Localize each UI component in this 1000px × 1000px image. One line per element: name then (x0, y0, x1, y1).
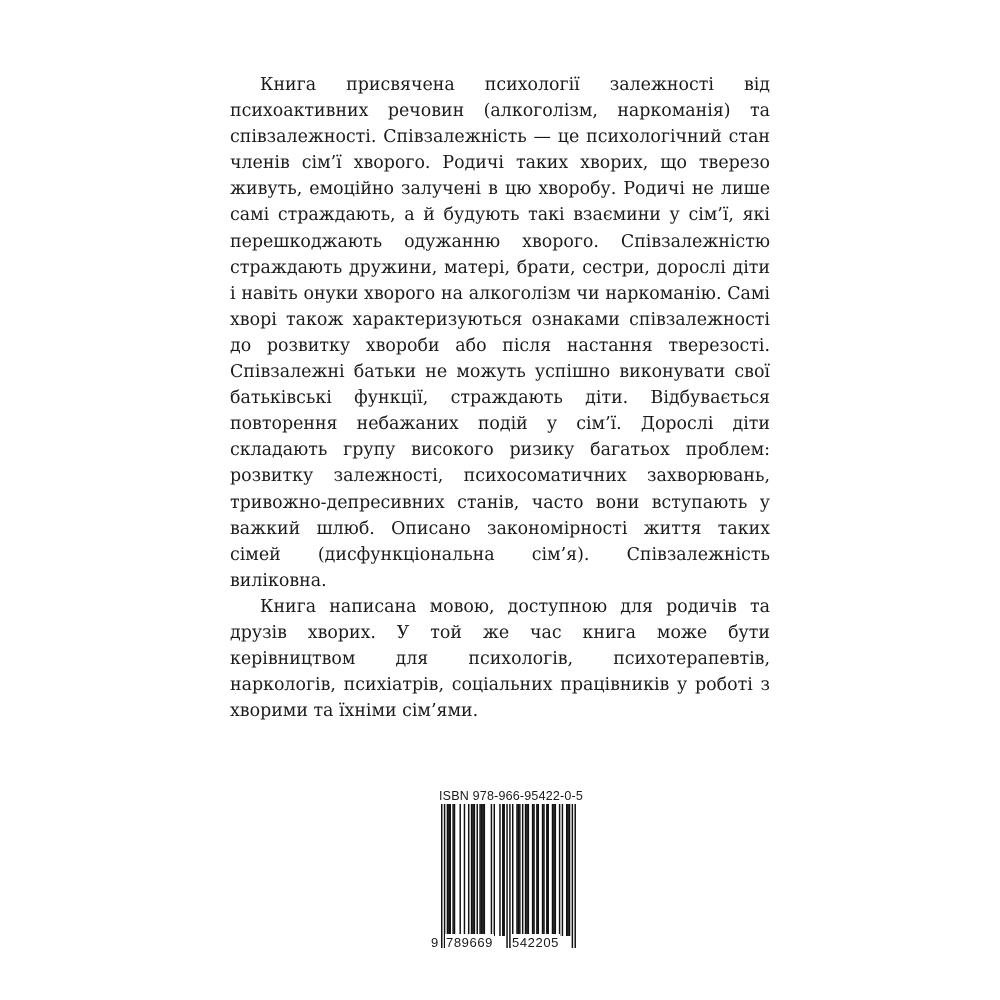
barcode-bar (441, 804, 442, 948)
barcode-bar (482, 804, 483, 936)
ean-right-digits: 542205 (512, 935, 559, 950)
barcode-bar (546, 804, 547, 936)
barcode-bar (569, 804, 570, 936)
annotation-text (230, 72, 770, 724)
barcode-bar (464, 804, 465, 936)
barcode-bar (559, 804, 560, 936)
barcode-bar (553, 804, 554, 936)
barcode-bar (516, 804, 517, 936)
barcode-bar (502, 804, 503, 936)
barcode-bar (448, 804, 449, 936)
barcode-bar (555, 804, 556, 936)
barcode-bar (506, 804, 507, 948)
isbn-barcode (431, 788, 584, 952)
isbn-label: ISBN 978-966-95422-0-5 (439, 789, 584, 803)
barcode-bar (538, 804, 539, 936)
barcode-bar (468, 804, 469, 936)
barcode-bar (454, 804, 455, 936)
barcode-bar (562, 804, 563, 936)
barcode-bar (525, 804, 526, 936)
barcode-bar (459, 804, 460, 936)
barcode-bar (503, 804, 504, 936)
barcode-bar (528, 804, 529, 936)
ean-digits (431, 934, 581, 952)
barcode-bar (471, 804, 472, 936)
barcode-bar (472, 804, 473, 936)
barcode-bar (536, 804, 537, 936)
barcode-bar (450, 804, 451, 936)
barcode-bar (574, 804, 575, 948)
barcode-bar (509, 804, 510, 948)
barcode-bar (481, 804, 482, 936)
barcode-bar (484, 804, 485, 936)
barcode-bars (431, 804, 581, 952)
barcode-bar (533, 804, 534, 936)
barcode-bar (572, 804, 573, 948)
barcode-bar (567, 804, 568, 936)
barcode-bar (444, 804, 445, 948)
annotation-paragraph-1: Книга присвячена психології залежності від психоактивних речовин (алкоголізм, наркоманія) та співзалежності. Співзалежність — це психологічний стан членів сім’ї хворого. Родичі таких хворих, що тверезо живуть, емоційно залучені в цю хворобу. Родичі не лише самі страждають, а й будують такі взаємини у сім’ї, які перешкоджають одужанню хворого. Співзалежністю страждають дружини, матері, брати, сестри, дорослі діти і навіть онуки хворого на алкоголізм чи наркоманію. Самі хворі також характеризуються ознаками співзалежності до розвитку хвороби або після настання тверезості. Співзалежні батьки не можуть успішно виконувати свої батьківські функції, страждають діти. Відбувається повторення небажаних подій у сім’ї. Дорослі діти складають групу високого ризику багатьох проблем: розвитку залежності, психосоматичних захворювань, тривожно-депресивних станів, часто вони вступають у важкий шлюб. Описано закономірності життя таких сімей (дисфункціональна сім’я). Співзалежність виліковна. (230, 75, 770, 591)
barcode-bar (447, 804, 448, 936)
barcode-bar (543, 804, 544, 936)
barcode-bar (452, 804, 453, 936)
barcode-bar (474, 804, 475, 936)
barcode-bar (526, 804, 527, 936)
barcode-bar (519, 804, 520, 936)
barcode-bar (532, 804, 533, 936)
barcode-bar (494, 804, 495, 936)
barcode-bar (542, 804, 543, 936)
barcode-bar (512, 804, 513, 936)
ean-left-digits: 789669 (446, 935, 493, 950)
barcode-bar (491, 804, 492, 936)
barcode-bar (499, 804, 500, 936)
barcode-bar (518, 804, 519, 936)
barcode-bar (477, 804, 478, 936)
ean-first-digit: 9 (431, 935, 439, 950)
barcode-bar (552, 804, 553, 936)
annotation-paragraph-2: Книга написана мовою, доступною для родичів та друзів хворих. У той же час книга може бути керівництвом для психологів, психотерапевтів, наркологів, психіатрів, соціальних працівників у роботі з хворими та їхніми сім’ями. (230, 596, 770, 722)
barcode-bar (548, 804, 549, 936)
barcode-bar (566, 804, 567, 936)
barcode-graphic (431, 804, 581, 952)
barcode-bar (479, 804, 480, 936)
barcode-bar (522, 804, 523, 936)
